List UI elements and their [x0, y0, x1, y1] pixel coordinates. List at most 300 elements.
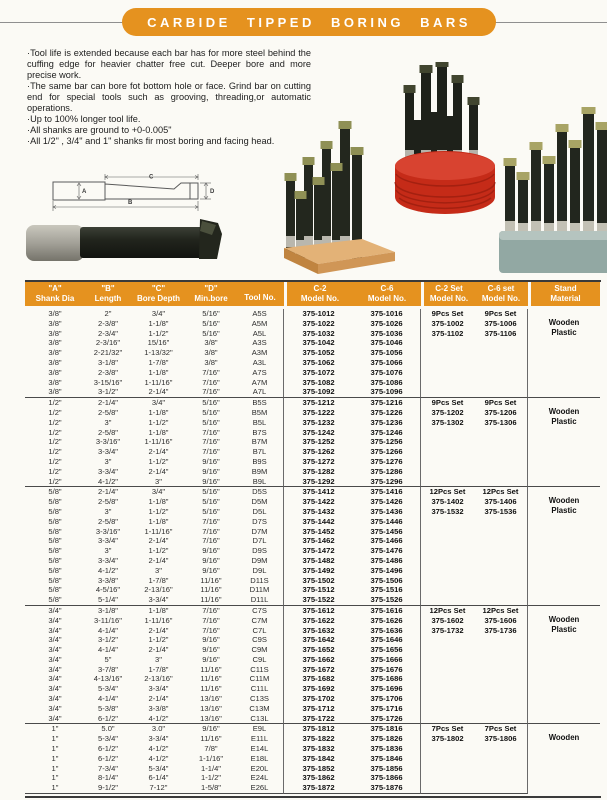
- table-cell: D5L: [236, 507, 284, 517]
- table-cell: 3/4": [48, 635, 62, 645]
- table-cell: E24L: [236, 773, 284, 783]
- table-cell: 2-13/16": [144, 585, 173, 595]
- table-cell: 12Pcs Set: [474, 486, 528, 497]
- table-row: [25, 546, 600, 556]
- table-cell: 4-13/16": [93, 674, 123, 684]
- table-cell: 375-1812: [284, 723, 353, 734]
- table-cell: 375-1852: [302, 763, 335, 773]
- table-cell: 3/4": [131, 397, 186, 408]
- table-cell: 2-1/4": [148, 645, 169, 655]
- table-cell: 375-1456: [353, 527, 421, 537]
- table-cell: 375-1516: [353, 585, 421, 595]
- table-cell: E14L: [236, 744, 284, 754]
- table-row: [25, 527, 600, 537]
- table-row: [25, 585, 600, 595]
- table-cell: 375-1712: [302, 703, 335, 713]
- table-cell: 375-1662: [302, 654, 335, 664]
- table-cell: 375-1866: [353, 773, 421, 783]
- table-cell: 2-1/4": [148, 536, 169, 546]
- table-cell: 15/16": [147, 338, 170, 348]
- catalog-table: [25, 282, 600, 794]
- table-cell: 5/8": [48, 536, 62, 546]
- table-cell: 3/8": [204, 338, 218, 348]
- table-cell: 375-1406: [474, 497, 528, 507]
- table-cell: 11/16": [200, 585, 222, 595]
- table-cell: E11L: [236, 734, 284, 744]
- table-row: [25, 744, 600, 754]
- table-row: [25, 566, 600, 576]
- table-cell: 375-1006: [474, 319, 528, 329]
- table-cell: 375-1286: [353, 467, 421, 477]
- table-cell: 5/8": [48, 565, 62, 575]
- table-cell: 5/8": [48, 506, 62, 516]
- table-row: [25, 368, 600, 378]
- table-cell: [474, 546, 528, 556]
- table-cell: 375-1472: [302, 546, 335, 556]
- table-cell: 1-1/4": [200, 763, 221, 773]
- table-cell: 3": [104, 506, 112, 516]
- table-cell: C11S: [236, 665, 284, 675]
- table-cell: 3/4": [151, 309, 166, 318]
- boring-bar-set-icon: [391, 62, 499, 224]
- table-cell: 375-1306: [474, 418, 528, 428]
- table-cell: 13/16": [200, 713, 222, 723]
- table-row: [25, 486, 600, 497]
- table-cell: 375-1842: [302, 753, 335, 763]
- table-row: [25, 645, 600, 655]
- table-cell: C13M: [236, 704, 284, 714]
- table-cell: 375-1302: [431, 417, 464, 427]
- table-cell: 375-1606: [474, 616, 528, 626]
- table-cell: 375-1012: [302, 309, 335, 318]
- table-cell: 3": [155, 565, 162, 575]
- table-row: [25, 497, 600, 507]
- table-row: [25, 626, 600, 636]
- table-cell: A3S: [236, 338, 284, 348]
- table-cell: 7/16": [202, 377, 220, 387]
- table-cell: 375-1726: [353, 714, 421, 724]
- table-cell: 5/16": [202, 497, 220, 507]
- dim-label-b: B: [128, 200, 133, 206]
- table-cell: 5-3/4": [97, 684, 118, 694]
- table-cell: 375-1066: [353, 358, 421, 368]
- table-cell: [421, 477, 474, 487]
- table-cell: [421, 457, 474, 467]
- table-cell: 375-1736: [474, 626, 528, 636]
- table-cell: 5/8": [48, 555, 62, 565]
- column-header: C-2 Model No.: [284, 282, 353, 309]
- table-row: [25, 635, 600, 645]
- table-cell: 375-1296: [353, 477, 421, 487]
- table-cell: 1/2": [48, 437, 62, 447]
- table-cell: 1-1/8": [148, 318, 169, 328]
- table-cell: D7M: [236, 527, 284, 537]
- table-cell: 5/8": [48, 526, 62, 536]
- table-cell: 9Pcs Set: [431, 309, 464, 318]
- table-cell: 3/8": [48, 367, 62, 377]
- table-row: [25, 517, 600, 527]
- table-cell: [421, 368, 474, 378]
- table-cell: 375-1226: [353, 408, 421, 418]
- table-row: [25, 457, 600, 467]
- table-cell: 3/8": [48, 348, 62, 358]
- table-cell: 375-1432: [302, 506, 335, 516]
- table-row: [25, 358, 600, 368]
- table-cell: 5.0": [85, 723, 131, 734]
- title-banner: [122, 8, 496, 36]
- table-cell: 375-1086: [353, 378, 421, 388]
- table-cell: E20L: [236, 764, 284, 774]
- table-cell: C7S: [236, 605, 284, 616]
- table-cell: 375-1282: [302, 466, 335, 476]
- table-cell: 375-1092: [302, 387, 335, 397]
- table-cell: 375-1676: [353, 665, 421, 675]
- table-cell: C11M: [236, 674, 284, 684]
- table-cell: C7M: [236, 616, 284, 626]
- table-cell: 4-1/2": [148, 713, 169, 723]
- table-cell: B5M: [236, 408, 284, 418]
- table-cell: 9/16": [202, 476, 220, 486]
- table-cell: 375-1526: [353, 595, 421, 605]
- table-cell: 1/2": [48, 456, 62, 466]
- table-cell: 375-1262: [302, 447, 335, 457]
- table-cell: 375-1522: [302, 595, 335, 605]
- table-cell: 2-5/8": [97, 427, 118, 437]
- table-cell: [421, 437, 474, 447]
- table-cell: [421, 348, 474, 358]
- table-cell: 3/8": [204, 348, 218, 358]
- table-cell: 3/8": [48, 309, 62, 318]
- table-cell: 375-1856: [353, 764, 421, 774]
- column-header: "D" Min.bore: [186, 282, 236, 309]
- table-cell: 375-1032: [302, 328, 335, 338]
- table-cell: 7/16": [202, 367, 220, 377]
- table-cell: 5/16": [202, 309, 220, 318]
- table-cell: 2-3/16": [95, 338, 121, 348]
- table-cell: 7/16": [202, 516, 220, 526]
- column-header: C-6 Model No.: [353, 282, 421, 309]
- boring-bar-diagram: [46, 173, 218, 220]
- boring-bar-set-icon: [497, 107, 607, 273]
- table-cell: [474, 447, 528, 457]
- wooden-base-set-photo: [282, 118, 398, 281]
- table-cell: 375-1706: [353, 694, 421, 704]
- table-cell: 375-1206: [474, 408, 528, 418]
- table-cell: 3-3/16": [95, 437, 121, 447]
- table-cell: [474, 378, 528, 388]
- table-cell: [474, 665, 528, 675]
- table-cell: 8-1/4": [97, 773, 118, 783]
- table-row: [25, 329, 600, 339]
- table-cell: 375-1832: [302, 744, 335, 754]
- table-row: [25, 714, 600, 724]
- blue-base-set-photo: [497, 107, 607, 278]
- table-cell: 4-1/2": [97, 476, 118, 486]
- table-row: [25, 576, 600, 586]
- table-cell: 1-1/2": [200, 773, 221, 783]
- table-cell: 375-1046: [353, 338, 421, 348]
- table-cell: 1-7/8": [148, 357, 169, 367]
- table-cell: 2-1/4": [148, 447, 169, 457]
- table-cell: 5/16": [202, 417, 220, 427]
- table-cell: A7M: [236, 378, 284, 388]
- table-cell: 5/8": [48, 595, 62, 605]
- table-cell: 375-1716: [353, 704, 421, 714]
- table-cell: 4-1/4": [97, 645, 118, 655]
- table-cell: 375-1872: [284, 783, 353, 794]
- table-cell: 9-1/2": [85, 783, 131, 794]
- table-cell: [421, 566, 474, 576]
- table-cell: 375-1246: [353, 428, 421, 438]
- table-cell: 11/16": [200, 684, 222, 694]
- table-cell: 375-1646: [353, 635, 421, 645]
- table-cell: 3": [155, 654, 162, 664]
- column-header: Stand Material: [528, 282, 600, 309]
- table-cell: 7/16": [202, 437, 220, 447]
- table-cell: 7/16": [202, 625, 220, 635]
- table-cell: 6-1/2": [97, 744, 118, 754]
- table-cell: D5S: [236, 486, 284, 497]
- column-header: Tool No.: [236, 282, 284, 309]
- table-cell: 9Pcs Set: [421, 397, 474, 408]
- table-cell: 2-3/4": [97, 328, 118, 338]
- table-cell: B5S: [236, 397, 284, 408]
- table-cell: 3/4": [48, 684, 62, 694]
- table-cell: 9/16": [202, 456, 220, 466]
- table-cell: 9/16": [202, 466, 220, 476]
- column-header: "C" Bore Depth: [131, 282, 186, 309]
- table-cell: 1": [51, 744, 59, 754]
- table-cell: 5-3/8": [97, 703, 118, 713]
- table-cell: [421, 754, 474, 764]
- table-cell: 1-11/16": [144, 615, 173, 625]
- table-cell: 12Pcs Set: [421, 605, 474, 616]
- table-cell: 5/8": [48, 585, 62, 595]
- table-cell: 3/4": [48, 694, 62, 704]
- table-cell: D9M: [236, 556, 284, 566]
- table-cell: 3-1/8": [85, 605, 131, 616]
- table-cell: 375-1076: [353, 368, 421, 378]
- table-cell: 1-1/2": [148, 506, 169, 516]
- table-cell: [474, 704, 528, 714]
- column-header: C-2 Set Model No.: [421, 282, 474, 309]
- table-cell: C11L: [236, 684, 284, 694]
- table-cell: 3/8": [48, 387, 62, 397]
- table-cell: 1-1/8": [148, 407, 169, 417]
- table-cell: 1-7/8": [148, 575, 169, 585]
- table-cell: 375-1272: [302, 456, 335, 466]
- table-row: [25, 408, 600, 418]
- table-row: [25, 536, 600, 546]
- table-row: [25, 674, 600, 684]
- table-cell: [474, 348, 528, 358]
- table-cell: 3": [155, 476, 162, 486]
- table-cell: [421, 378, 474, 388]
- intro-bullet: · All shanks are ground to +0-0.005": [27, 125, 311, 136]
- table-row: [25, 665, 600, 675]
- table-cell: 6-1/4": [148, 773, 169, 783]
- table-cell: 3/4": [48, 645, 62, 655]
- table-cell: [474, 674, 528, 684]
- table-cell: 1/2": [48, 407, 62, 417]
- table-cell: 3-1/2": [97, 635, 118, 645]
- table-cell: 375-1696: [353, 684, 421, 694]
- table-cell: [421, 358, 474, 368]
- table-cell: [474, 368, 528, 378]
- table-cell: [421, 576, 474, 586]
- table-cell: 375-1532: [431, 506, 464, 516]
- table-cell: 375-1222: [302, 407, 335, 417]
- table-cell: B7M: [236, 437, 284, 447]
- table-cell: 9/16": [202, 555, 220, 565]
- table-cell: [421, 585, 474, 595]
- table-cell: 3-11/16": [94, 615, 122, 625]
- table-cell: 1": [25, 783, 85, 794]
- table-cell: 7/16": [202, 526, 220, 536]
- table-cell: 3-3/4": [148, 684, 169, 694]
- table-cell: 5/16": [186, 397, 236, 408]
- table-cell: [421, 467, 474, 477]
- table-cell: 375-1276: [353, 457, 421, 467]
- table-cell: 375-1036: [353, 329, 421, 339]
- table-cell: 375-1816: [353, 723, 421, 734]
- table-cell: 7/16": [202, 447, 220, 457]
- table-cell: [421, 338, 474, 348]
- table-cell: 3/4": [48, 664, 62, 674]
- table-cell: 4-5/16": [95, 585, 121, 595]
- table-row: [25, 378, 600, 388]
- table-cell: 375-1056: [353, 348, 421, 358]
- table-cell: A3L: [236, 358, 284, 368]
- table-cell: D7S: [236, 517, 284, 527]
- table-cell: 12Pcs Set: [474, 605, 528, 616]
- table-row: [25, 684, 600, 694]
- table-cell: 375-1602: [431, 615, 464, 625]
- table-cell: 375-1466: [353, 536, 421, 546]
- table-cell: 3/8": [48, 328, 62, 338]
- table-cell: [421, 595, 474, 605]
- column-header: "A" Shank Dia: [25, 282, 85, 309]
- dim-label-a: A: [82, 189, 87, 195]
- table-cell: 1/2": [48, 466, 62, 476]
- table-cell: 3-1/2": [97, 387, 118, 397]
- table-cell: 7/8": [204, 744, 218, 754]
- stand-material-cell: Wooden Plastic: [528, 397, 600, 486]
- table-cell: 375-1022: [302, 318, 335, 328]
- table-cell: 11/16": [200, 664, 222, 674]
- table-cell: 1-1/8": [148, 516, 169, 526]
- table-cell: 3-3/4": [97, 466, 118, 476]
- boring-bar-icon: [24, 214, 226, 270]
- table-cell: 375-1052: [302, 348, 335, 358]
- table-cell: 4-1/2": [148, 744, 169, 754]
- table-cell: 3-3/8": [148, 703, 169, 713]
- table-cell: 1-1/8": [131, 605, 186, 616]
- dim-label-d: D: [210, 189, 215, 195]
- table-cell: 2-1/4": [85, 397, 131, 408]
- intro-bullet: · The same bar can bore fot bottom hole or face. Grind bar on cutting end for special tools such as grooving, threading,or automatic operations.: [27, 81, 311, 114]
- table-header-row: [25, 282, 600, 309]
- table-cell: 375-1492: [302, 565, 335, 575]
- table-cell: 2-1/4": [148, 466, 169, 476]
- table-cell: 375-1502: [302, 575, 335, 585]
- table-cell: [421, 694, 474, 704]
- table-cell: [421, 556, 474, 566]
- table-cell: 375-1106: [474, 329, 528, 339]
- table-cell: [474, 714, 528, 724]
- table-cell: 1": [51, 763, 59, 773]
- boring-bar-set-icon: [282, 118, 398, 276]
- table-cell: 375-1652: [302, 645, 335, 655]
- table-cell: 5/16": [202, 506, 220, 516]
- table-cell: 375-1412: [284, 486, 353, 497]
- table-cell: 375-1636: [353, 626, 421, 636]
- table-cell: B9M: [236, 467, 284, 477]
- catalog-table-body: [25, 309, 600, 794]
- table-cell: 1-11/16": [144, 526, 173, 536]
- table-cell: A7L: [236, 387, 284, 397]
- table-cell: 1/2": [48, 427, 62, 437]
- table-cell: [474, 585, 528, 595]
- table-cell: 375-1656: [353, 645, 421, 655]
- table-row: [25, 773, 600, 783]
- table-cell: E9L: [236, 723, 284, 734]
- table-cell: B7S: [236, 428, 284, 438]
- table-row: [25, 764, 600, 774]
- table-cell: 3/4": [48, 703, 62, 713]
- table-cell: 1": [25, 723, 85, 734]
- table-cell: 375-1446: [353, 517, 421, 527]
- table-cell: C13S: [236, 694, 284, 704]
- table-cell: 5/8": [48, 575, 62, 585]
- table-cell: 1": [51, 734, 59, 744]
- table-row: [25, 319, 600, 329]
- table-cell: 6-1/2": [97, 753, 118, 763]
- table-cell: [474, 694, 528, 704]
- table-cell: [421, 773, 474, 783]
- table-cell: [421, 527, 474, 537]
- table-cell: 375-1486: [353, 556, 421, 566]
- table-cell: 375-1442: [302, 516, 335, 526]
- table-cell: 375-1632: [302, 625, 335, 635]
- table-cell: [421, 536, 474, 546]
- table-cell: 2-21/32": [93, 348, 123, 358]
- table-cell: [474, 467, 528, 477]
- table-cell: D7L: [236, 536, 284, 546]
- table-cell: 3/8": [48, 318, 62, 328]
- table-cell: 9/16": [202, 546, 220, 556]
- table-cell: 375-1242: [302, 427, 335, 437]
- table-cell: 375-1642: [302, 635, 335, 645]
- table-cell: [474, 437, 528, 447]
- table-cell: 375-1802: [431, 734, 464, 744]
- table-cell: 9/16": [202, 654, 220, 664]
- table-cell: A5L: [236, 329, 284, 339]
- table-cell: 1-1/8": [148, 367, 169, 377]
- table-cell: 4-1/4": [97, 694, 118, 704]
- table-cell: [421, 546, 474, 556]
- table-cell: 5/8": [48, 546, 62, 556]
- table-cell: B9S: [236, 457, 284, 467]
- table-cell: 3-3/4": [148, 595, 169, 605]
- table-cell: 3/8": [48, 377, 62, 387]
- table-cell: 5/8": [25, 486, 85, 497]
- table-cell: 375-1096: [353, 387, 421, 397]
- table-cell: 5/16": [202, 328, 220, 338]
- stand-material-cell: Wooden Plastic: [528, 605, 600, 724]
- table-cell: 5/16": [186, 486, 236, 497]
- table-cell: [421, 674, 474, 684]
